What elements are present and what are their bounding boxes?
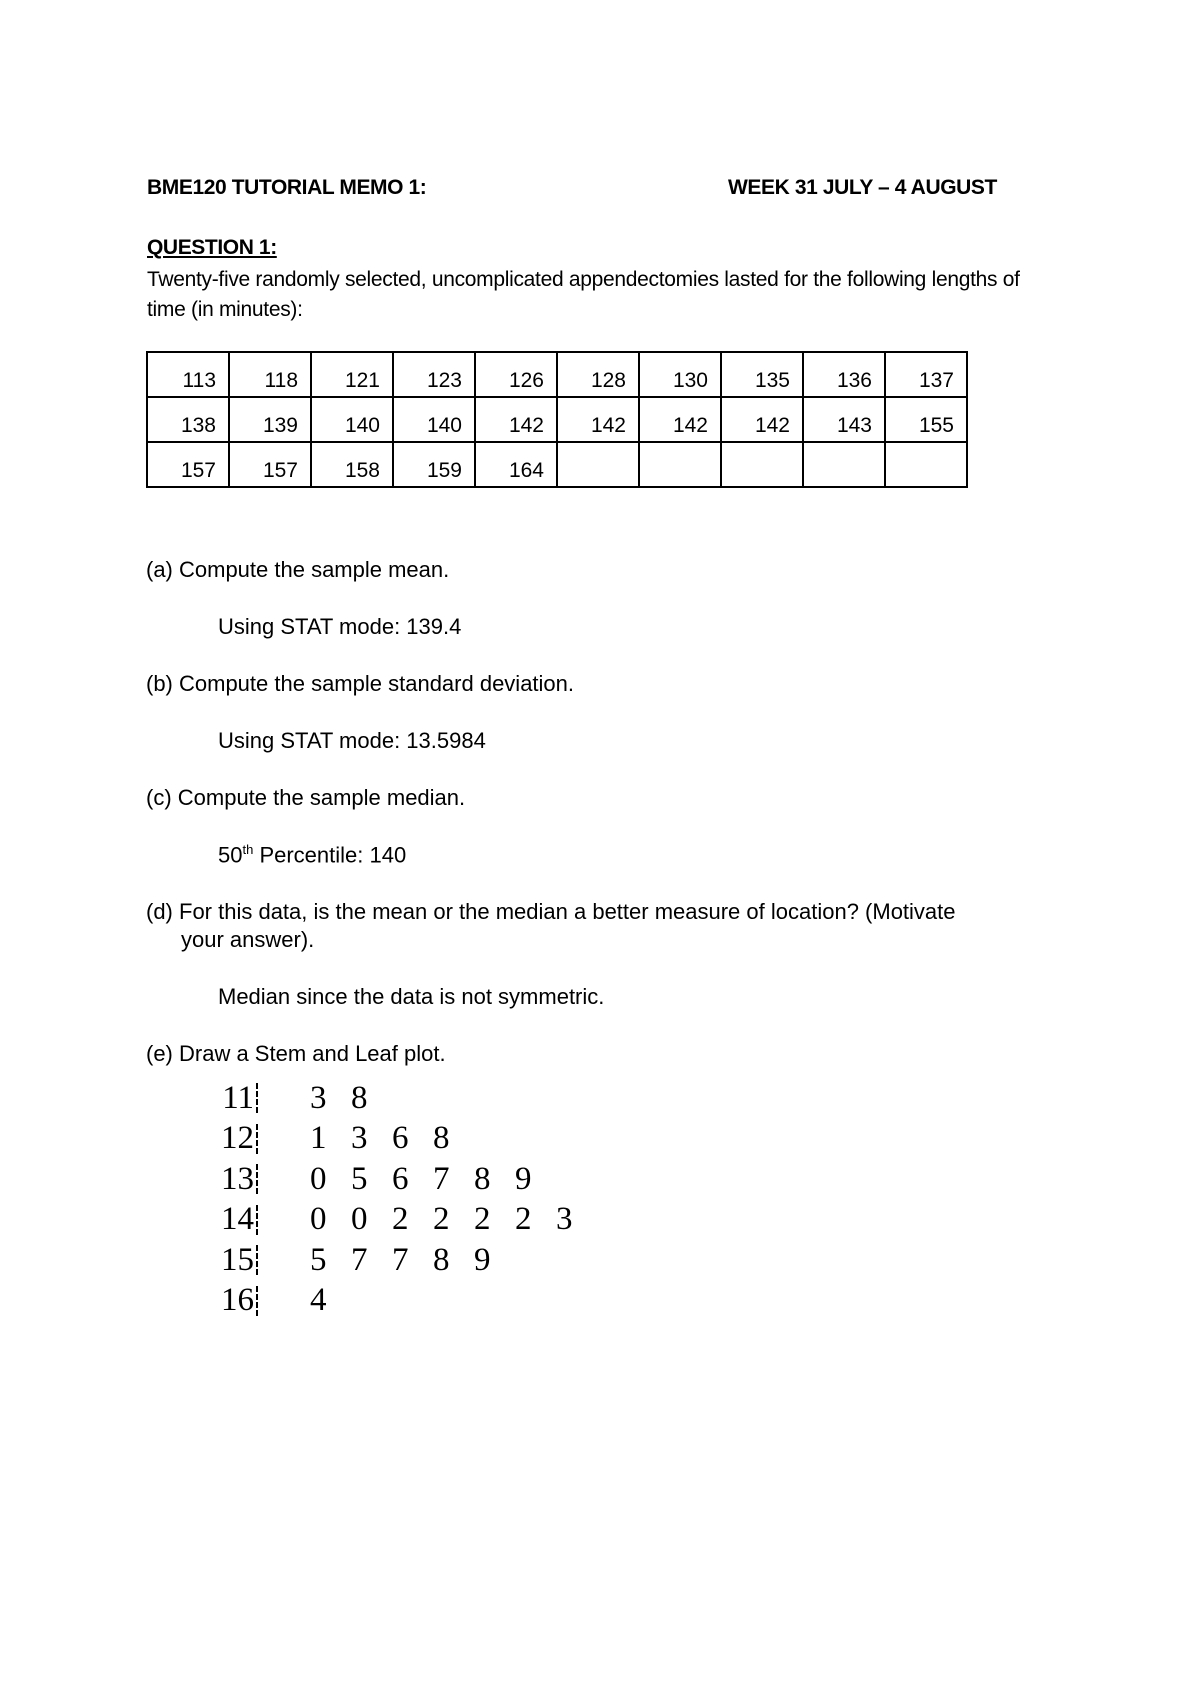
leaf-value: 4 xyxy=(310,1282,327,1319)
leaf-list xyxy=(310,1282,351,1319)
leaf-list xyxy=(310,1242,515,1279)
table-cell: 159 xyxy=(393,442,475,487)
stem-leaf-row xyxy=(214,1240,597,1281)
part-d-answer: Median since the data is not symmetric. xyxy=(218,984,605,1009)
stem-leaf-row xyxy=(214,1281,597,1322)
week-label: WEEK 31 JULY – 4 AUGUST xyxy=(728,176,997,199)
table-cell xyxy=(885,442,967,487)
table-cell xyxy=(639,442,721,487)
table-cell: 142 xyxy=(639,397,721,442)
percentile-number: 50 xyxy=(218,842,243,868)
part-d-question-cont: your answer). xyxy=(181,927,315,952)
table-cell: 140 xyxy=(311,397,393,442)
table-cell: 143 xyxy=(803,397,885,442)
part-c-question: (c) Compute the sample median. xyxy=(146,785,466,810)
stem-divider xyxy=(256,1286,270,1316)
leaf-value: 6 xyxy=(392,1120,409,1157)
table-cell: 139 xyxy=(229,397,311,442)
table-cell: 157 xyxy=(229,442,311,487)
table-cell: 157 xyxy=(147,442,229,487)
leaf-value: 3 xyxy=(310,1079,327,1116)
leaf-value: 3 xyxy=(556,1201,573,1238)
table-cell xyxy=(557,442,639,487)
stem-leaf-row xyxy=(214,1119,597,1160)
leaf-value: 0 xyxy=(310,1160,327,1197)
leaf-value: 6 xyxy=(392,1160,409,1197)
table-cell: 137 xyxy=(885,352,967,397)
stem-value: 13 xyxy=(221,1160,254,1197)
leaf-value: 8 xyxy=(433,1241,450,1278)
question-intro: Twenty-five randomly selected, uncomplicated appendectomies lasted for the following lengths of time (in minutes): xyxy=(147,268,1020,321)
table-row xyxy=(147,442,967,487)
leaf-value: 1 xyxy=(310,1120,327,1157)
stem-value: 11 xyxy=(222,1079,254,1116)
memo-title: BME120 TUTORIAL MEMO 1: xyxy=(147,176,427,199)
table-cell: 140 xyxy=(393,397,475,442)
data-table xyxy=(146,351,968,488)
question-title: QUESTION 1: xyxy=(147,236,277,259)
leaf-value: 2 xyxy=(433,1201,450,1238)
leaf-value: 7 xyxy=(433,1160,450,1197)
leaf-value: 8 xyxy=(474,1160,491,1197)
table-cell: 121 xyxy=(311,352,393,397)
table-row xyxy=(147,397,967,442)
part-e-question: (e) Draw a Stem and Leaf plot. xyxy=(146,1041,446,1066)
part-d-question: (d) For this data, is the mean or the median a better measure of location? (Motivate xyxy=(146,899,956,924)
stem-leaf-row xyxy=(214,1159,597,1200)
table-cell: 142 xyxy=(475,397,557,442)
stem-leaf-plot xyxy=(214,1078,597,1321)
stem-value: 14 xyxy=(221,1201,254,1238)
table-cell: 135 xyxy=(721,352,803,397)
part-a-answer: Using STAT mode: 139.4 xyxy=(218,614,462,639)
table-cell: 158 xyxy=(311,442,393,487)
table-cell: 142 xyxy=(557,397,639,442)
table-cell: 142 xyxy=(721,397,803,442)
leaf-value: 9 xyxy=(515,1160,532,1197)
table-cell: 164 xyxy=(475,442,557,487)
table-cell xyxy=(721,442,803,487)
table-cell xyxy=(803,442,885,487)
stem-value: 12 xyxy=(221,1120,254,1157)
stem-value: 16 xyxy=(221,1282,254,1319)
part-c-answer xyxy=(218,842,406,868)
leaf-value: 9 xyxy=(474,1241,491,1278)
part-a-question: (a) Compute the sample mean. xyxy=(146,557,450,582)
stem-leaf-row xyxy=(214,1078,597,1119)
table-cell: 123 xyxy=(393,352,475,397)
table-cell: 130 xyxy=(639,352,721,397)
stem-leaf-row xyxy=(214,1200,597,1241)
leaf-value: 5 xyxy=(310,1241,327,1278)
leaf-list xyxy=(310,1201,597,1238)
table-cell: 155 xyxy=(885,397,967,442)
leaf-value: 0 xyxy=(351,1201,368,1238)
table-cell: 118 xyxy=(229,352,311,397)
leaf-list xyxy=(310,1161,556,1198)
part-b-answer: Using STAT mode: 13.5984 xyxy=(218,728,486,753)
leaf-value: 7 xyxy=(351,1241,368,1278)
percentile-superscript: th xyxy=(242,842,254,857)
part-b-question: (b) Compute the sample standard deviation. xyxy=(146,671,575,696)
percentile-value: Percentile: 140 xyxy=(253,842,407,868)
leaf-value: 8 xyxy=(351,1079,368,1116)
stem-divider xyxy=(256,1083,270,1113)
leaf-value: 7 xyxy=(392,1241,409,1278)
leaf-value: 5 xyxy=(351,1160,368,1197)
table-row xyxy=(147,352,967,397)
stem-value: 15 xyxy=(221,1241,254,1278)
table-cell: 126 xyxy=(475,352,557,397)
table-cell: 138 xyxy=(147,397,229,442)
leaf-value: 3 xyxy=(351,1120,368,1157)
table-cell: 136 xyxy=(803,352,885,397)
leaf-value: 0 xyxy=(310,1201,327,1238)
leaf-value: 2 xyxy=(392,1201,409,1238)
leaf-list xyxy=(310,1120,474,1157)
leaf-value: 2 xyxy=(515,1201,532,1238)
stem-divider xyxy=(256,1124,270,1154)
stem-divider xyxy=(256,1245,270,1275)
table-cell: 113 xyxy=(147,352,229,397)
leaf-value: 2 xyxy=(474,1201,491,1238)
stem-divider xyxy=(256,1164,270,1194)
leaf-list xyxy=(310,1080,392,1117)
stem-divider xyxy=(256,1205,270,1235)
leaf-value: 8 xyxy=(433,1120,450,1157)
table-cell: 128 xyxy=(557,352,639,397)
